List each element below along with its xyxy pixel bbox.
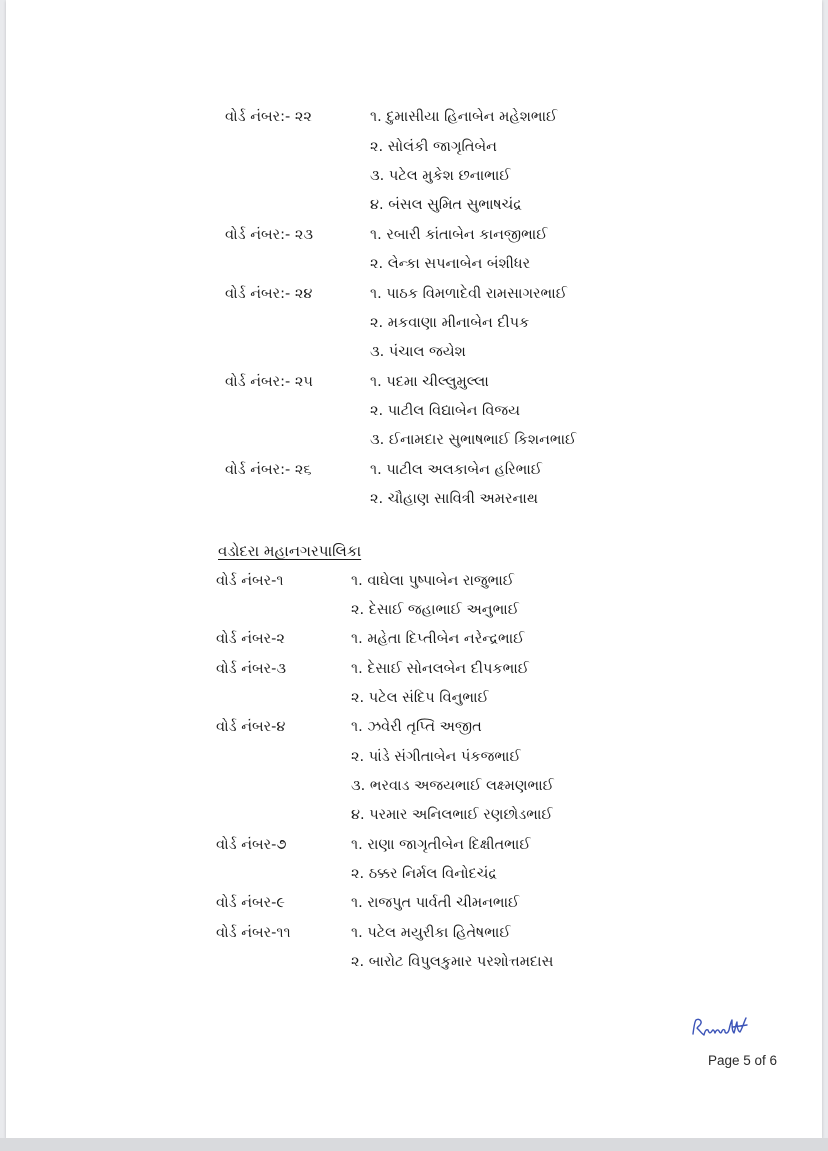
ward-label: વોર્ડ નંબર-૩ xyxy=(216,661,287,677)
signature-image xyxy=(689,1012,769,1042)
candidate-name: ૩. પટેલ મુકેશ છનાભાઈ xyxy=(370,168,511,184)
candidate-name: ૨. બારોટ વિપુલકુમાર પરશોત્તમદાસ xyxy=(351,954,554,970)
candidate-name: ૧. ઝવેરી તૃપ્તિ અજીત xyxy=(351,719,482,735)
candidate-name: ૨. પટેલ સંદિપ વિનુભાઈ xyxy=(351,690,489,706)
candidate-name: ૩. ઈનામદાર સુભાષભાઈ કિશનભાઈ xyxy=(370,432,577,448)
candidate-name: ૧. દુમાસીયા હિનાબેન મહેશભાઈ xyxy=(370,109,558,125)
candidate-name: ૨. સોલંકી જાગૃતિબેન xyxy=(370,139,497,155)
candidate-name: ૩. પંચાલ જયેશ xyxy=(370,344,466,360)
section-heading: વડોદરા મહાનગરપાલિકા xyxy=(218,542,362,560)
ward-label: વોર્ડ નંબર:- ૨૩ xyxy=(225,227,314,243)
candidate-name: ૨. લેન્કા સપનાબેન બંશીધર xyxy=(370,256,531,272)
candidate-name: ૧. રાજપુત પાર્વતી ચીમનભાઈ xyxy=(351,895,520,911)
candidate-name: ૧. પટેલ મયુરીકા હિતેષભાઈ xyxy=(351,925,511,941)
ward-label: વોર્ડ નંબર-૪ xyxy=(216,719,286,735)
candidate-name: ૪. પરમાર અનિલભાઈ રણછોડભાઈ xyxy=(351,807,553,823)
candidate-name: ૨. મકવાણા મીનાબેન દીપક xyxy=(370,315,530,331)
ward-label: વોર્ડ નંબર:- ૨૬ xyxy=(225,462,312,478)
page-number: Page 5 of 6 xyxy=(708,1053,778,1068)
candidate-name: ૧. દેસાઈ સોનલબેન દીપકભાઈ xyxy=(351,661,529,677)
candidate-name: ૧. પાઠક વિમળાદેવી રામસાગરભાઈ xyxy=(370,286,567,302)
ward-label: વોર્ડ નંબર-૯ xyxy=(216,895,285,911)
candidate-name: ૨. ચૌહાણ સાવિત્રી અમરનાથ xyxy=(370,491,538,507)
ward-label: વોર્ડ નંબર:- ૨૪ xyxy=(225,286,313,302)
candidate-name: ૧. વાઘેલા પુષ્પાબેન રાજુભાઈ xyxy=(351,573,514,589)
candidate-name: ૨. પાટીલ વિદ્યાબેન વિજય xyxy=(370,403,520,419)
ward-label: વોર્ડ નંબર-૨ xyxy=(216,631,285,647)
candidate-name: ૧. મહેતા દિપ્તીબેન નરેન્દ્રભાઈ xyxy=(351,631,525,647)
candidate-name: ૨. દેસાઈ જહાભાઈ અનુભાઈ xyxy=(351,602,519,618)
ward-label: વોર્ડ નંબર-૧ xyxy=(216,573,284,589)
document-page xyxy=(6,0,822,1138)
ward-label: વોર્ડ નંબર-૭ xyxy=(216,837,287,853)
candidate-name: ૨. ઠક્કર નિર્મલ વિનોદચંદ્ર xyxy=(351,866,497,882)
candidate-name: ૧. પાટીલ અલકાબેન હરિભાઈ xyxy=(370,462,542,478)
candidate-name: ૧. પદમા ચીલ્લુમુલ્લા xyxy=(370,374,489,390)
candidate-name: ૨. પાંડે સંગીતાબેન પંકજભાઈ xyxy=(351,749,521,765)
viewer-bottom-strip xyxy=(0,1138,828,1151)
candidate-name: ૪. બંસલ સુમિત સુભાષચંદ્ર xyxy=(370,197,522,213)
ward-label: વોર્ડ નંબર:- ૨૨ xyxy=(225,109,312,125)
ward-label: વોર્ડ નંબર-૧૧ xyxy=(216,925,291,941)
ward-label: વોર્ડ નંબર:- ૨૫ xyxy=(225,374,313,390)
candidate-name: ૩. ભરવાડ અજયભાઈ લક્ષ્મણભાઈ xyxy=(351,778,554,794)
candidate-name: ૧. રાણા જાગૃતીબેન દિક્ષીતભાઈ xyxy=(351,837,531,853)
candidate-name: ૧. રબારી કાંતાબેન કાનજીભાઈ xyxy=(370,227,548,243)
